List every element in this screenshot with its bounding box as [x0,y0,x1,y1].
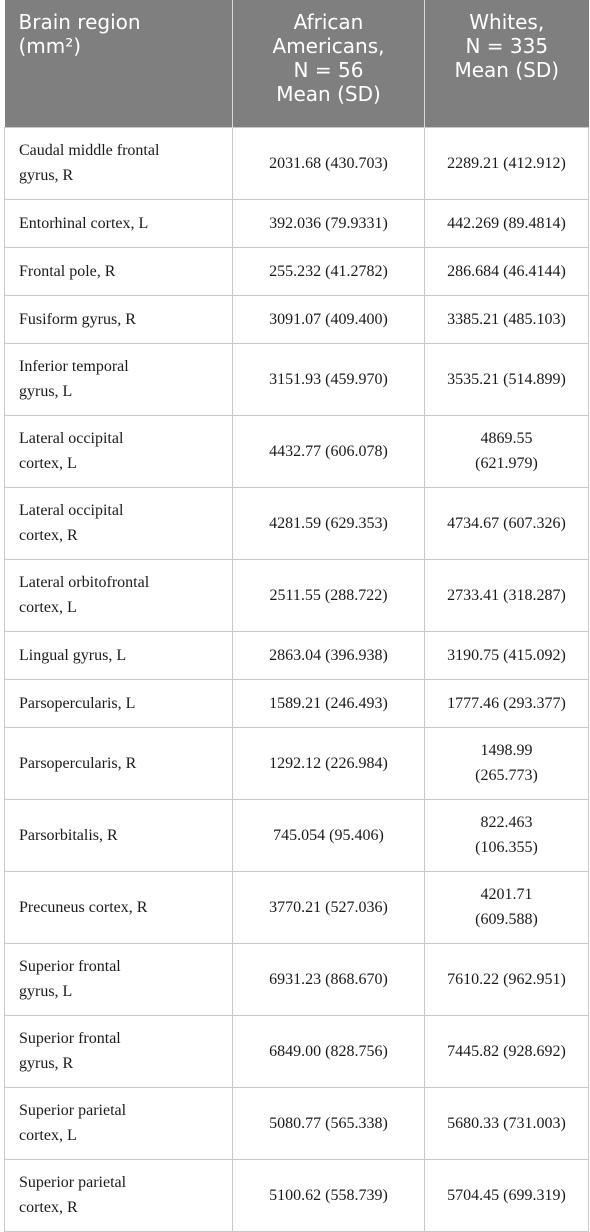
table-row [5,295,589,343]
brain-region-label: gyrus, R [19,1055,74,1072]
brain-region-cell [5,1015,233,1087]
brain-region-label: gyrus, L [19,983,73,1000]
whites-mean-sd: 822.463 [480,814,533,831]
whites-mean-sd: 1777.46 (293.377) [447,694,566,712]
whites-mean-sd: 4734.67 (607.326) [447,514,566,532]
table-row [5,1159,589,1231]
whites-mean-sd: 2733.41 (318.287) [447,586,566,604]
brain-region-cell [5,295,233,343]
african-americans-mean-sd: 255.232 (41.2782) [233,247,425,295]
whites-mean-sd: 7445.82 (928.692) [447,1042,566,1060]
whites-mean-sd: 3535.21 (514.899) [447,370,566,388]
whites-mean-sd: 1498.99 [480,742,533,759]
table-row [5,127,589,199]
african-americans-mean-sd: 6931.23 (868.670) [233,943,425,1015]
whites-mean-sd-cell [425,1159,589,1231]
brain-region-cell [5,415,233,487]
whites-mean-sd: 3190.75 (415.092) [447,646,566,664]
whites-mean-sd: 5680.33 (731.003) [447,1114,566,1132]
brain-region-label: Parsopercularis, L [19,694,136,712]
african-americans-mean-sd: 4281.59 (629.353) [233,487,425,559]
brain-region-label: Frontal pole, R [19,262,116,280]
whites-mean-sd-cell [425,943,589,1015]
whites-mean-sd-cell [425,871,589,943]
brain-region-cell [5,559,233,631]
brain-region-label: Superior frontal [19,958,121,975]
whites-mean-sd: 3385.21 (485.103) [447,310,566,328]
brain-region-label: Lateral occipital [19,502,124,519]
table-row [5,679,589,727]
brain-region-label: cortex, L [19,1127,77,1144]
whites-mean-sd-cell [425,679,589,727]
table-row [5,1087,589,1159]
whites-mean-sd: 2289.21 (412.912) [447,154,566,172]
whites-mean-sd: (265.773) [475,767,538,784]
brain-region-cell [5,1087,233,1159]
brain-region-cell [5,487,233,559]
whites-mean-sd-cell [425,127,589,199]
table-row [5,487,589,559]
brain-region-cell [5,1159,233,1231]
whites-mean-sd-cell [425,415,589,487]
table-header [5,0,589,127]
african-americans-mean-sd: 1292.12 (226.984) [233,727,425,799]
brain-region-label: gyrus, R [19,167,74,184]
whites-mean-sd-cell [425,631,589,679]
brain-region-cell [5,871,233,943]
whites-mean-sd: 7610.22 (962.951) [447,970,566,988]
whites-mean-sd: (106.355) [475,839,538,856]
whites-mean-sd: 5704.45 (699.319) [447,1186,566,1204]
brain-region-label: gyrus, L [19,383,73,400]
whites-mean-sd: (621.979) [475,455,538,472]
table-body [5,127,589,1231]
whites-mean-sd: 4869.55 [480,430,533,447]
whites-mean-sd-cell [425,343,589,415]
table-row [5,1015,589,1087]
whites-mean-sd-cell [425,559,589,631]
header-whites: Whites, N = 335 Mean (SD) [425,0,589,127]
table-row [5,199,589,247]
african-americans-mean-sd: 2511.55 (288.722) [233,559,425,631]
brain-region-cell [5,127,233,199]
brain-region-cell [5,247,233,295]
whites-mean-sd: 286.684 (46.4144) [447,262,566,280]
african-americans-mean-sd: 6849.00 (828.756) [233,1015,425,1087]
brain-region-label: Precuneus cortex, R [19,898,148,916]
whites-mean-sd: (609.588) [475,911,538,928]
brain-region-label: cortex, L [19,455,77,472]
whites-mean-sd-cell [425,1087,589,1159]
table-row [5,559,589,631]
whites-mean-sd-cell [425,247,589,295]
table-row [5,943,589,1015]
brain-region-cell [5,727,233,799]
african-americans-mean-sd: 3151.93 (459.970) [233,343,425,415]
brain-region-cell [5,199,233,247]
whites-mean-sd-cell [425,1015,589,1087]
african-americans-mean-sd: 3091.07 (409.400) [233,295,425,343]
table-row [5,799,589,871]
whites-mean-sd-cell [425,295,589,343]
brain-region-label: Fusiform gyrus, R [19,310,136,328]
brain-region-label: Inferior temporal [19,358,129,375]
african-americans-mean-sd: 745.054 (95.406) [233,799,425,871]
brain-region-label: Superior frontal [19,1030,121,1047]
brain-region-label: Parsorbitalis, R [19,826,118,844]
brain-region-label: Lateral occipital [19,430,124,447]
african-americans-mean-sd: 3770.21 (527.036) [233,871,425,943]
brain-region-label: cortex, L [19,599,77,616]
whites-mean-sd: 4201.71 [480,886,533,903]
header-african-americans: African Americans, N = 56 Mean (SD) [233,0,425,127]
african-americans-mean-sd: 392.036 (79.9331) [233,199,425,247]
african-americans-mean-sd: 2031.68 (430.703) [233,127,425,199]
brain-region-label: cortex, R [19,527,78,544]
african-americans-mean-sd: 4432.77 (606.078) [233,415,425,487]
brain-region-label: Caudal middle frontal [19,142,160,159]
brain-region-cell [5,943,233,1015]
brain-region-label: cortex, R [19,1199,78,1216]
table-row [5,727,589,799]
african-americans-mean-sd: 2863.04 (396.938) [233,631,425,679]
brain-region-cell [5,799,233,871]
table-row [5,871,589,943]
brain-region-label: Superior parietal [19,1174,127,1191]
brain-region-label: Superior parietal [19,1102,127,1119]
brain-region-label: Parsopercularis, R [19,754,137,772]
table-row [5,343,589,415]
table-row [5,415,589,487]
whites-mean-sd-cell [425,799,589,871]
table-row [5,631,589,679]
brain-region-cell [5,631,233,679]
african-americans-mean-sd: 1589.21 (246.493) [233,679,425,727]
brain-region-cell [5,343,233,415]
brain-region-cell [5,679,233,727]
whites-mean-sd: 442.269 (89.4814) [447,214,566,232]
brain-region-label: Lingual gyrus, L [19,646,127,664]
african-americans-mean-sd: 5100.62 (558.739) [233,1159,425,1231]
brain-region-label: Entorhinal cortex, L [19,214,149,232]
header-brain-region: Brain region (mm²) [5,0,233,127]
brain-region-label: Lateral orbitofrontal [19,574,150,591]
whites-mean-sd-cell [425,487,589,559]
brain-region-table [4,0,589,1232]
table-row [5,247,589,295]
african-americans-mean-sd: 5080.77 (565.338) [233,1087,425,1159]
whites-mean-sd-cell [425,199,589,247]
whites-mean-sd-cell [425,727,589,799]
